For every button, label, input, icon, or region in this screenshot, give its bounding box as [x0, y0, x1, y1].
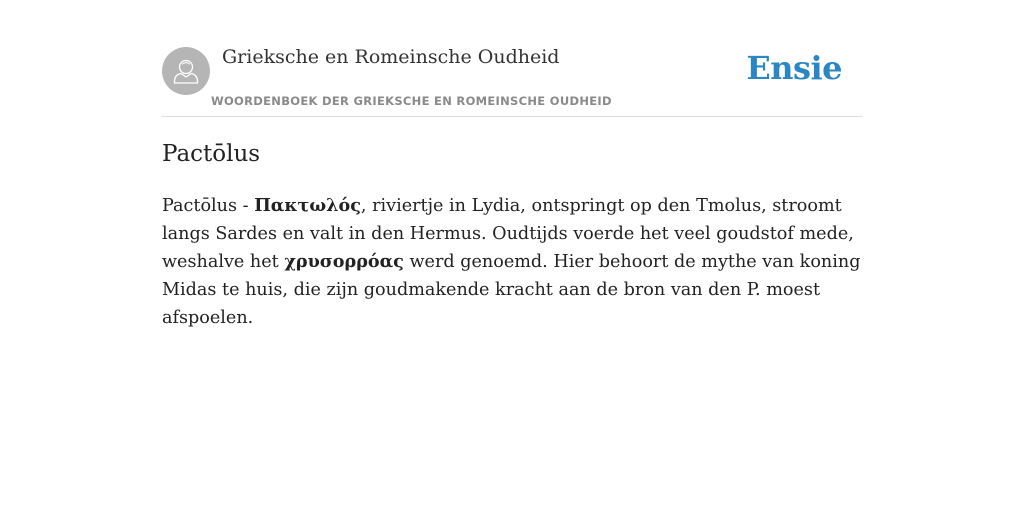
entry-separator: - — [237, 196, 255, 216]
avatar[interactable] — [162, 47, 210, 95]
dictionary-header — [162, 0, 862, 117]
entry-content — [162, 138, 862, 332]
definition-text-1: , riviertje in Lydia, ontspringt op den Tmolus, stroomt langs Sardes en valt in den Hermus. Oudtijds voerde het veel goudstof mede, weshalve het — [162, 196, 854, 272]
greek-name: Πακτωλός — [254, 195, 361, 216]
brand-logo-link[interactable]: Ensie — [746, 49, 842, 87]
entry-title: Pactōlus — [162, 141, 261, 167]
entry-definition — [162, 192, 862, 332]
dictionary-subtitle: WOORDENBOEK DER GRIEKSCHE EN ROMEINSCHE OUDHEID — [211, 94, 612, 108]
entry-term: Pactōlus — [162, 196, 238, 216]
greek-epithet: χρυσορρόας — [284, 251, 404, 272]
dictionary-title[interactable]: Grieksche en Romeinsche Oudheid — [222, 46, 560, 68]
user-icon — [162, 47, 210, 95]
definition-text-2: werd genoemd. Hier behoort de mythe van koning Midas te huis, die zijn goudmakende kracht aan de bron van den P. moest afspoelen. — [162, 252, 861, 328]
